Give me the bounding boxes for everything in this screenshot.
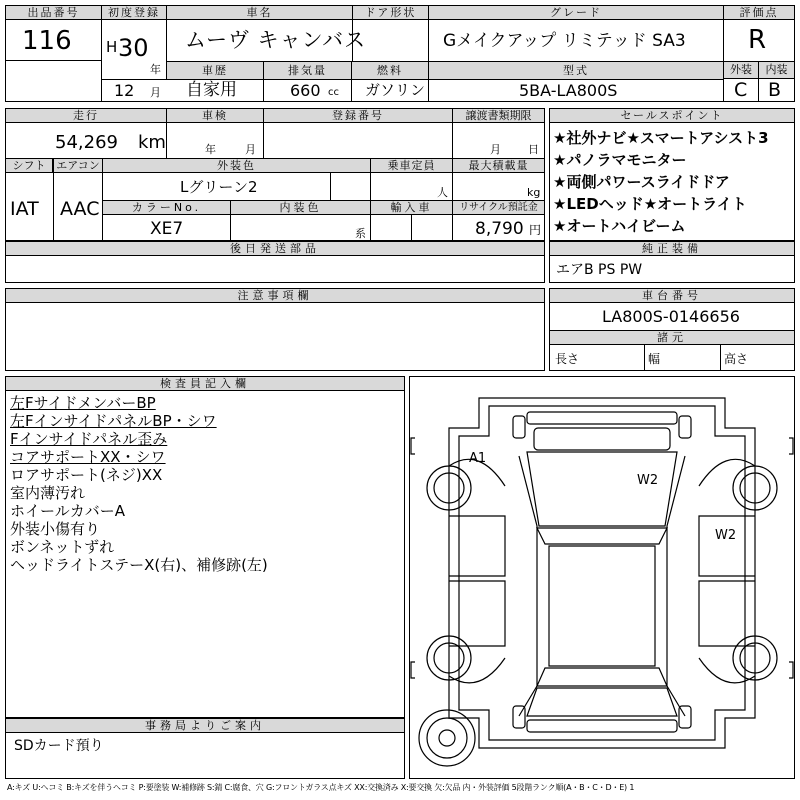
- recycle-value: 8,790: [475, 219, 524, 239]
- inspector-line-8: 外装小傷有り: [10, 520, 101, 538]
- car-name-label: 車名: [167, 6, 352, 20]
- ext-label: 外装: [724, 62, 758, 78]
- capacity-unit: 人: [437, 186, 448, 199]
- later-parts-label: 後日発送部品: [6, 242, 544, 256]
- reg-year-unit: 年: [150, 63, 161, 76]
- inspector-line-7: ホイールカバーA: [10, 502, 125, 520]
- max-load-unit: kg: [527, 186, 541, 199]
- sales-point-5: ★オートハイビーム: [553, 217, 686, 235]
- inspector-line-4: コアサポートXX・シワ: [10, 448, 166, 466]
- inspection-year-unit: 年: [205, 143, 216, 156]
- spec-height-label: 高さ: [724, 352, 749, 366]
- inspector-label: 検査員記入欄: [6, 377, 404, 391]
- shift-value: IAT: [10, 198, 39, 220]
- exterior-color-label: 外装色: [103, 159, 370, 173]
- fuel-label: 燃料: [352, 62, 428, 79]
- office-label: 事務局よりご案内: [6, 719, 404, 733]
- spec-length-label: 長さ: [555, 352, 580, 366]
- vehicle-diagram: [409, 376, 795, 779]
- cc-unit: cc: [328, 87, 339, 98]
- legend-text: A:キズ U:ヘコミ B:キズを伴うヘコミ P:要塗装 W:補修跡 S:錆 C:腐食、穴 G:フロントガラス点キズ XX:交換済み X:要交換 欠:欠品 内・外装評価 5段階ランク順(A・B・C・D・E) 1: [7, 783, 635, 792]
- model-label: 型式: [429, 62, 723, 79]
- max-load-label: 最大積載量: [453, 159, 544, 173]
- reg-era: H: [106, 38, 118, 56]
- capacity-label: 乗車定員: [371, 159, 452, 173]
- equipment-label: 純正装備: [550, 242, 794, 256]
- car-name: ムーヴ キャンバス: [185, 28, 367, 52]
- int-label: 内装: [759, 62, 794, 78]
- chassis-number: LA800S-0146656: [602, 307, 740, 326]
- diagram-mark-w2-side: W2: [715, 528, 737, 543]
- interior-color-label: 内装色: [231, 201, 370, 215]
- equipment-value: エアB PS PW: [556, 262, 643, 278]
- inspector-line-5: ロアサポート(ネジ)XX: [10, 466, 163, 484]
- lot-number: 116: [22, 26, 72, 56]
- km-unit: km: [138, 132, 166, 153]
- sales-point-2: ★パノラマモニター: [553, 151, 687, 169]
- lot-label: 出品番号: [6, 6, 101, 20]
- spec-width-label: 幅: [648, 352, 661, 366]
- diagram-mark-a1: A1: [469, 451, 487, 466]
- grade-label: グレード: [429, 6, 723, 20]
- reg-year: 30: [118, 34, 149, 62]
- sales-point-3: ★両側パワースライドドア: [553, 173, 730, 191]
- ac-label: エアコン: [54, 159, 102, 173]
- model-value: 5BA-LA800S: [519, 81, 618, 100]
- reg-label: 初度登録: [102, 6, 166, 20]
- inspector-line-6: 室内薄汚れ: [10, 484, 86, 502]
- fuel-value: ガソリン: [365, 81, 426, 99]
- inspector-line-9: ボンネットずれ: [10, 538, 115, 556]
- yen-unit: 円: [529, 223, 542, 237]
- sales-point-4: ★LEDヘッド★オートライト: [553, 195, 747, 213]
- reg-month-unit: 月: [150, 86, 161, 99]
- transfer-day-unit: 日: [528, 143, 539, 156]
- ext-value: C: [734, 79, 748, 101]
- color-no-value: XE7: [150, 219, 184, 239]
- transfer-label: 譲渡書類期限: [453, 109, 544, 123]
- office-note: SDカード預り: [14, 738, 104, 754]
- recycle-label: リサイクル預託金: [453, 201, 544, 215]
- ac-value: AAC: [60, 198, 100, 220]
- inspector-line-10: ヘッドライトステーX(右)、補修跡(左): [10, 556, 268, 574]
- shift-label: シフト: [6, 159, 53, 173]
- transfer-month-unit: 月: [490, 143, 501, 156]
- mileage-value: 54,269: [55, 132, 118, 153]
- specs-label: 諸元: [550, 330, 794, 345]
- chassis-label: 車台番号: [550, 289, 794, 303]
- sales-point-1: ★社外ナビ★スマートアシスト3: [553, 129, 769, 147]
- exterior-color-value: Lグリーン2: [180, 178, 258, 196]
- displacement-label: 排気量: [264, 62, 351, 79]
- interior-color-unit: 系: [355, 227, 366, 240]
- notes-label: 注意事項欄: [6, 289, 544, 303]
- inspection-label: 車検: [167, 109, 263, 123]
- score-value: R: [748, 25, 767, 55]
- details-section: [5, 108, 545, 241]
- inspector-line-3: Fインサイドパネル歪み: [10, 430, 168, 448]
- regno-label: 登録番号: [264, 109, 452, 123]
- grade-value: Gメイクアップ リミテッド SA3: [443, 31, 686, 51]
- score-label: 評価点: [724, 6, 794, 20]
- color-no-label: カラーNo.: [103, 201, 230, 215]
- inspector-line-2: 左FインサイドパネルBP・シワ: [10, 412, 217, 430]
- inspection-month-unit: 月: [245, 143, 256, 156]
- sales-points-label: セールスポイント: [550, 109, 794, 123]
- reg-month: 12: [114, 81, 135, 100]
- displacement-value: 660: [290, 81, 321, 100]
- diagram-mark-w2-front: W2: [637, 473, 659, 488]
- door-label: ドア形状: [353, 6, 428, 20]
- inspector-line-1: 左FサイドメンバーBP: [10, 394, 156, 412]
- mileage-label: 走行: [6, 109, 166, 123]
- history-label: 車歴: [167, 62, 263, 79]
- import-label: 輸入車: [371, 201, 452, 215]
- int-value: B: [768, 79, 782, 101]
- history-value: 自家用: [186, 80, 237, 100]
